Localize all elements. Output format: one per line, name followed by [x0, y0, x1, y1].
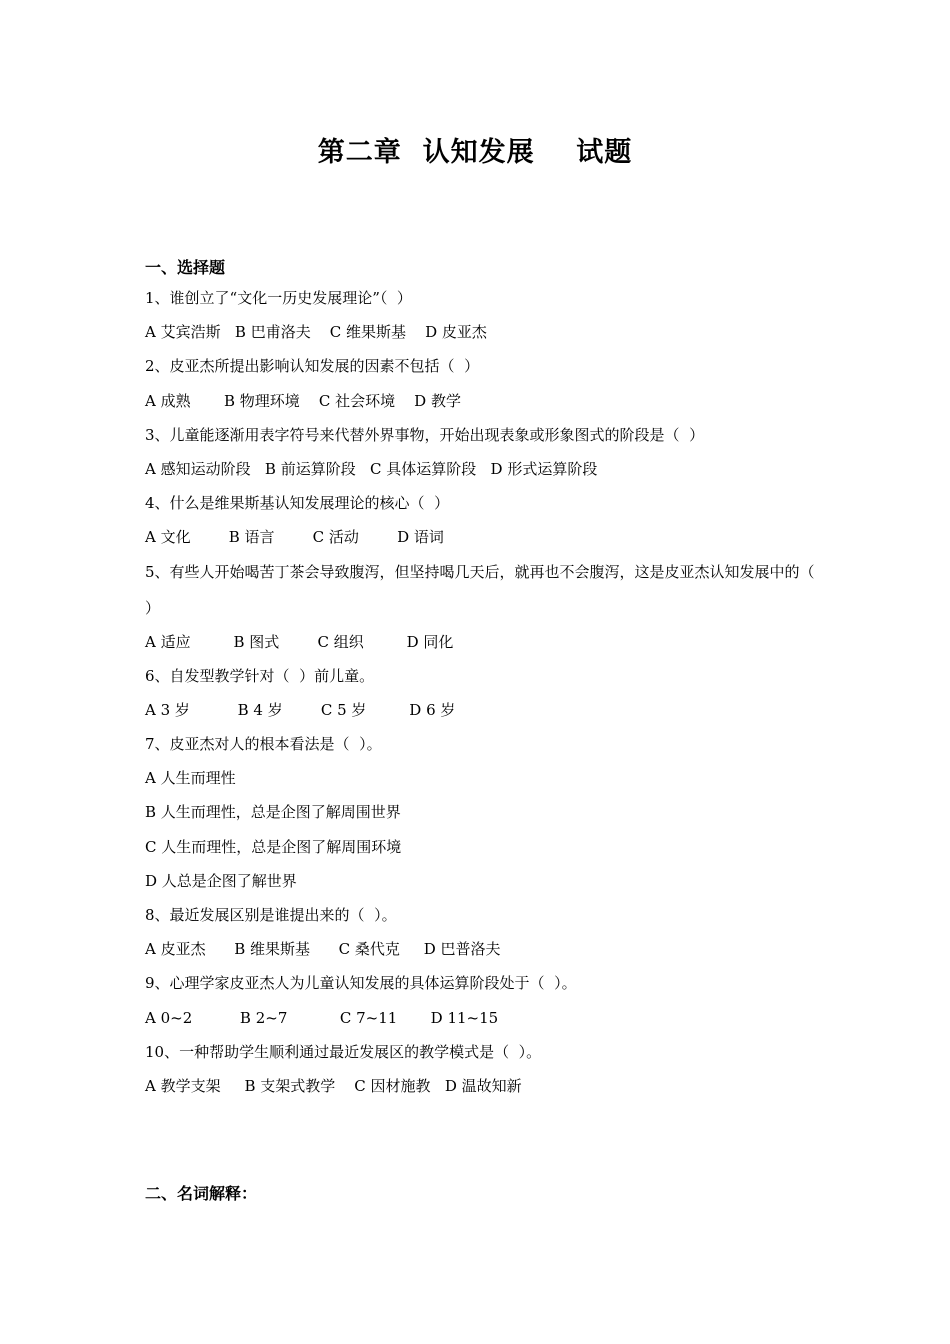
- section-heading-choice: 一、选择题: [145, 258, 226, 277]
- question-2-options: A 成熟 B 物理环境 C 社会环境 D 教学: [145, 391, 461, 410]
- question-9: 9、心理学家皮亚杰人为儿童认知发展的具体运算阶段处于（ ）。: [145, 974, 577, 993]
- question-6-options: A 3 岁 B 4 岁 C 5 岁 D 6 岁: [145, 700, 456, 719]
- page-title: 第二章 认知发展 试题: [317, 137, 633, 168]
- question-3-options: A 感知运动阶段 B 前运算阶段 C 具体运算阶段 D 形式运算阶段: [145, 459, 598, 478]
- question-8: 8、最近发展区别是谁提出来的（ ）。: [145, 906, 397, 924]
- question-9-options: A 0~2 B 2~7 C 7~11 D 11~15: [145, 1008, 499, 1027]
- question-4-options: A 文化 B 语言 C 活动 D 语词: [145, 528, 444, 547]
- question-8-options: A 皮亚杰 B 维果斯基 C 桑代克 D 巴普洛夫: [145, 940, 501, 959]
- section-heading-terms: 二、名词解释：: [145, 1184, 258, 1203]
- question-5-options: A 适应 B 图式 C 组织 D 同化: [145, 632, 454, 651]
- question-7: 7、皮亚杰对人的根本看法是（ ）。: [145, 735, 382, 754]
- question-4: 4、什么是维果斯基认知发展理论的核心（ ）: [145, 494, 450, 513]
- question-6: 6、自发型教学针对（ ）前儿童。: [145, 666, 375, 685]
- question-1-options: A 艾宾浩斯 B 巴甫洛夫 C 维果斯基 D 皮亚杰: [145, 323, 487, 342]
- question-5: 5、有些人开始喝苦丁茶会导致腹泻，但坚持喝几天后，就再也不会腹泻，这是皮亚杰认知发展中的（ ）: [145, 562, 815, 617]
- question-1: 1、谁创立了“文化一历史发展理论”（ ）: [145, 289, 412, 307]
- question-2: 2、皮亚杰所提出影响认知发展的因素不包括（ ）: [145, 357, 480, 376]
- question-3: 3、儿童能逐渐用表字符号来代替外界事物，开始出现表象或形象图式的阶段是（ ）: [145, 425, 705, 444]
- question-10-options: A 教学支架 B 支架式教学 C 因材施教 D 温故知新: [145, 1076, 522, 1095]
- question-7-option-b: B 人生而理性，总是企图了解周围世界: [145, 803, 401, 822]
- question-7-option-d: D 人总是企图了解世界: [145, 871, 297, 890]
- question-7-option-c: C 人生而理性，总是企图了解周围环境: [145, 837, 402, 856]
- question-10: 10、一种帮助学生顺利通过最近发展区的教学模式是（ ）。: [145, 1042, 542, 1061]
- question-7-option-a: A 人生而理性: [145, 769, 236, 788]
- question-list: [145, 286, 825, 1108]
